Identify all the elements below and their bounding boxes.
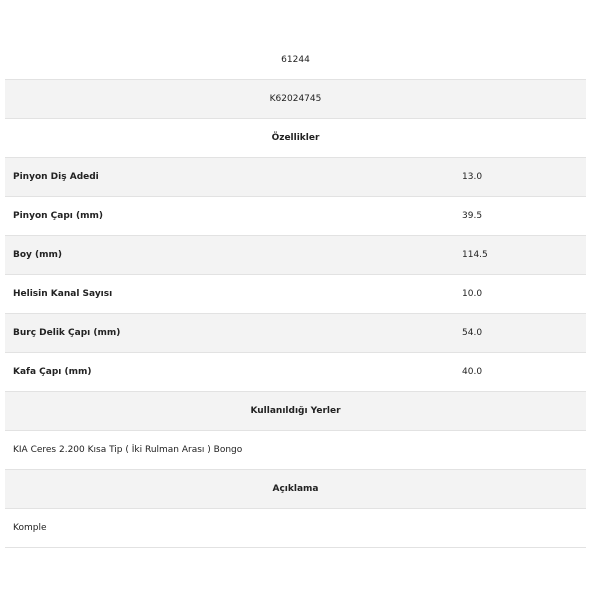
spec-row [5, 314, 586, 353]
oem-code: K62024745 [269, 94, 322, 104]
spec-label: Burç Delik Çapı (mm) [13, 328, 121, 338]
usage-title: Kullanıldığı Yerler [250, 406, 341, 416]
spec-row [5, 353, 586, 392]
spec-label: Helisin Kanal Sayısı [13, 289, 113, 299]
product-code-row [5, 41, 586, 80]
spec-label: Boy (mm) [13, 250, 63, 260]
usage-row [5, 431, 586, 470]
spec-value: 114.5 [462, 250, 488, 260]
spec-value: 54.0 [462, 328, 483, 338]
spec-label: Kafa Çapı (mm) [13, 367, 92, 377]
spec-value: 13.0 [462, 172, 483, 182]
specs-header-row [5, 119, 586, 158]
specs-title: Özellikler [271, 133, 320, 143]
usage-header-row [5, 392, 586, 431]
description-title: Açıklama [272, 484, 319, 494]
spec-label: Pinyon Diş Adedi [13, 172, 99, 182]
spec-row [5, 197, 586, 236]
spec-row [5, 236, 586, 275]
description-row [5, 509, 586, 548]
spec-row [5, 275, 586, 314]
oem-code-row [5, 80, 586, 119]
spec-label: Pinyon Çapı (mm) [13, 211, 103, 221]
description-text: Komple [13, 523, 47, 533]
product-spec-table [5, 41, 586, 548]
usage-text: KIA Ceres 2.200 Kısa Tip ( İki Rulman Arası ) Bongo [13, 445, 243, 455]
spec-row [5, 158, 586, 197]
spec-value: 40.0 [462, 367, 483, 377]
spec-value: 39.5 [462, 211, 483, 221]
product-code: 61244 [281, 55, 310, 65]
spec-value: 10.0 [462, 289, 483, 299]
description-header-row [5, 470, 586, 509]
